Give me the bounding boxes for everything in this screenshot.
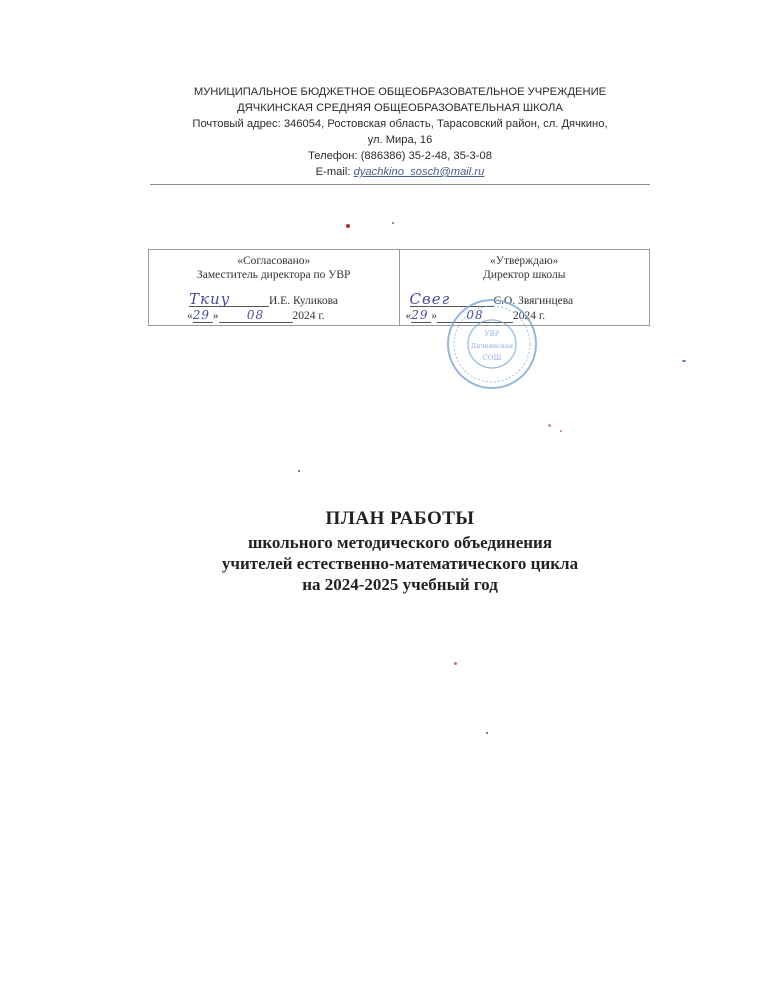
date-quote-close: » [212,310,219,322]
postal-address: Почтовый адрес: 346054, Ростовская область, Тарасовский район, сл. Дячкино, [192,118,608,130]
stamp-text-2: Дячкинская [470,342,514,350]
stamp-text-1: УВР [484,330,500,338]
date-quote-close: » [431,310,437,322]
director-name: С.О. Звягинцева [493,295,574,307]
date-quote-open: « [405,310,412,322]
street-address: ул. Мира, 16 [367,134,433,146]
approval-table [148,249,650,326]
agreed-heading: «Согласовано» [237,255,311,267]
document-subtitle-line3: на 2024-2025 учебный год [302,575,498,594]
scan-speck [298,470,300,472]
email-row [150,164,650,180]
approved-heading: «Утверждаю» [490,255,559,267]
letterhead [150,84,650,180]
document-subtitle-line1: школьного методического объединения [247,533,553,552]
document-subtitle-line2: учителей естественно-математического цикла [221,554,579,573]
phone-numbers: Телефон: (886386) 35-2-48, 35-3-08 [308,150,492,162]
scan-speck [560,430,562,432]
deputy-name: И.Е. Куликова [269,295,339,307]
deputy-date-month: 08 [219,308,293,323]
date-quote-open: « [187,310,193,322]
org-name-line2: ДЯЧКИНСКАЯ СРЕДНЯЯ ОБЩЕОБРАЗОВАТЕЛЬНАЯ ШКОЛА [237,102,563,114]
approved-position: Директор школы [483,269,566,281]
director-date-day: 29 [411,308,431,323]
director-date-year: 2024 г. [513,310,546,322]
deputy-signature: Ткиу [189,292,269,307]
scan-speck [392,222,394,224]
stamp-text-3: СОШ [482,354,502,362]
approval-cell-agreed [149,250,399,325]
document-title-block [150,506,650,595]
document-title: ПЛАН РАБОТЫ [325,508,475,529]
scan-speck [454,662,457,665]
deputy-date-year: 2024 г. [292,310,325,322]
scan-speck [548,424,551,427]
email-label: E-mail: [315,166,351,178]
director-signature: Свег [410,292,494,307]
email-link[interactable]: dyachkino_sosch@mail.ru [353,166,485,178]
director-date-month: 08 [437,308,513,323]
scan-speck [486,732,488,734]
scan-speck [346,224,350,228]
header-divider [150,184,650,185]
org-name-line1: МУНИЦИПАЛЬНОЕ БЮДЖЕТНОЕ ОБЩЕОБРАЗОВАТЕЛЬНОЕ УЧРЕЖДЕНИЕ [193,86,607,98]
agreed-position: Заместитель директора по УВР [197,269,351,281]
scan-speck [682,360,686,362]
school-seal-stamp [446,298,538,390]
deputy-date-day: 29 [193,308,213,323]
